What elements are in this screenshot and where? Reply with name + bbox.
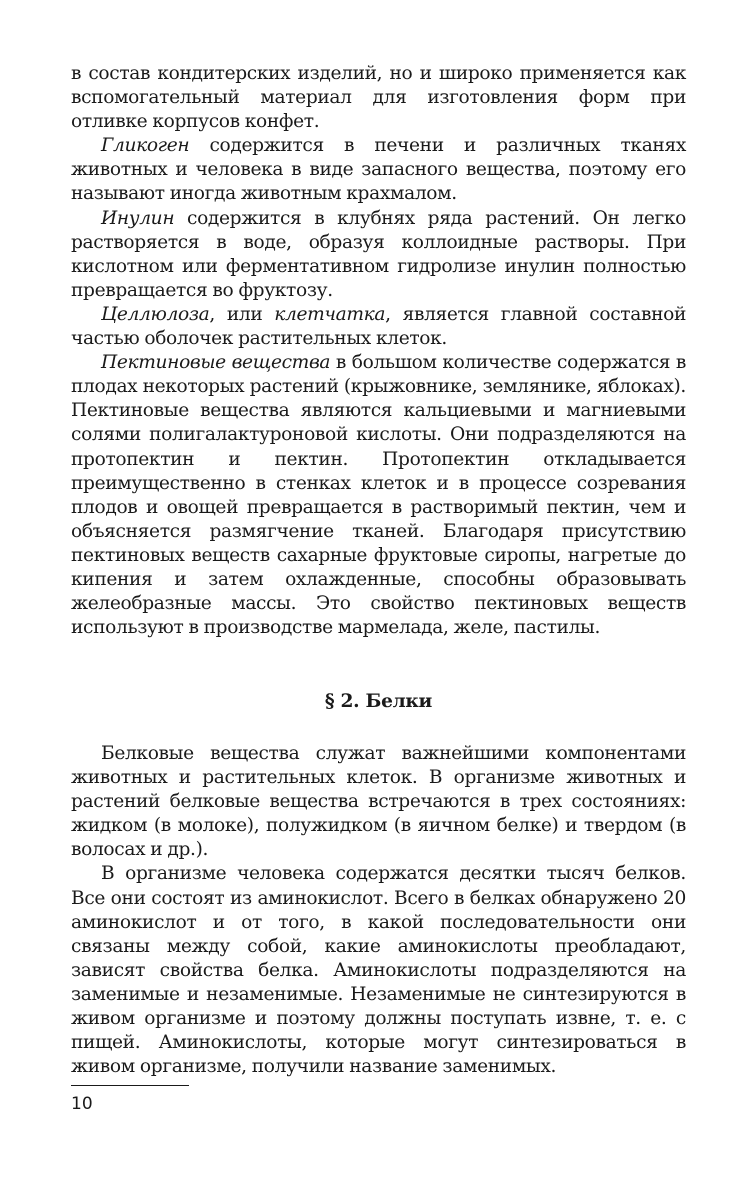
paragraph-proteins-1: Белковые вещества служат важнейшими компонентами животных и растительных клеток. В организме животных и растений белковые вещества встречаются в трех состояниях: жидком (в молоке), полужидком (в яичном белке) и твердом (в волосах и др.). — [71, 743, 686, 861]
term-cellulose: Целлюлоза — [101, 303, 210, 325]
section-heading-proteins: § 2. Белки — [324, 691, 433, 712]
paragraph-cellulose-text: , является главной составной частью оболочек растительных клеток. — [71, 303, 686, 350]
term-fiber: клетчатка — [274, 303, 386, 325]
paragraph-inulin — [71, 207, 686, 303]
paragraph-cellulose-mid: , или — [209, 303, 275, 325]
paragraph-pectin-text: в большом количестве содержатся в плодах некоторых растений (крыжовнике, землянике, яблоках). Пектиновые вещества являются кальциевыми и магниевыми солями полигалактуроновой кислоты. Они подразделяются на протопектин и пектин. Протопектин откладывается преимущественно в стенках клеток и в процессе созревания плодов и овощей превращается в растворимый пектин, чем и объясняется размягчение тканей. Благодаря присутствию пектиновых веществ сахарные фруктовые сиропы, нагретые до кипения и затем охлажденные, способны образовывать желеобразные массы. Это свойство пектиновых веществ используют в производстве мармелада, желе, пастилы. — [71, 352, 687, 639]
term-pectin: Пектиновые вещества — [101, 352, 331, 374]
paragraph-inulin-text: содержится в клубнях ряда растений. Он легко растворяется в воде, образуя коллоидные растворы. При кислотном или ферментативном гидролизе инулин полностью превращается во фруктозу. — [71, 207, 686, 301]
paragraph-proteins-2: В организме человека содержатся десятки тысяч белков. Все они состоят из аминокислот. Всего в белках обнаружено 20 аминокислот и от того, в какой последовательности они связаны между собой, какие аминокислоты преобладают, зависят свойства белка. Аминокислоты подразделяются на заменимые и незаменимые. Незаменимые не синтезируются в живом организме и поэтому должны поступать извне, т. е. с пищей. Аминокислоты, которые могут синтезироваться в живом организме, получили название заменимых. — [71, 863, 686, 1078]
section-proteins — [71, 742, 686, 1079]
paragraph-cellulose — [71, 303, 686, 351]
page-body — [71, 62, 687, 1078]
footnote-rule — [71, 1085, 189, 1086]
paragraph-glycogen-text: содержится в печени и различных тканях животных и человека в виде запасного вещества, поэтому его называют иногда животным крахмалом. — [71, 135, 686, 205]
paragraph-glycogen — [71, 134, 686, 206]
page-number: 10 — [71, 1094, 93, 1114]
term-inulin: Инулин — [101, 207, 175, 229]
paragraph-continuation: в состав кондитерских изделий, но и широко применяется как вспомогательный материал для изготовления форм при отливке корпусов конфет. — [71, 63, 686, 133]
paragraph-pectin — [71, 351, 686, 640]
term-glycogen: Гликоген — [101, 135, 190, 157]
